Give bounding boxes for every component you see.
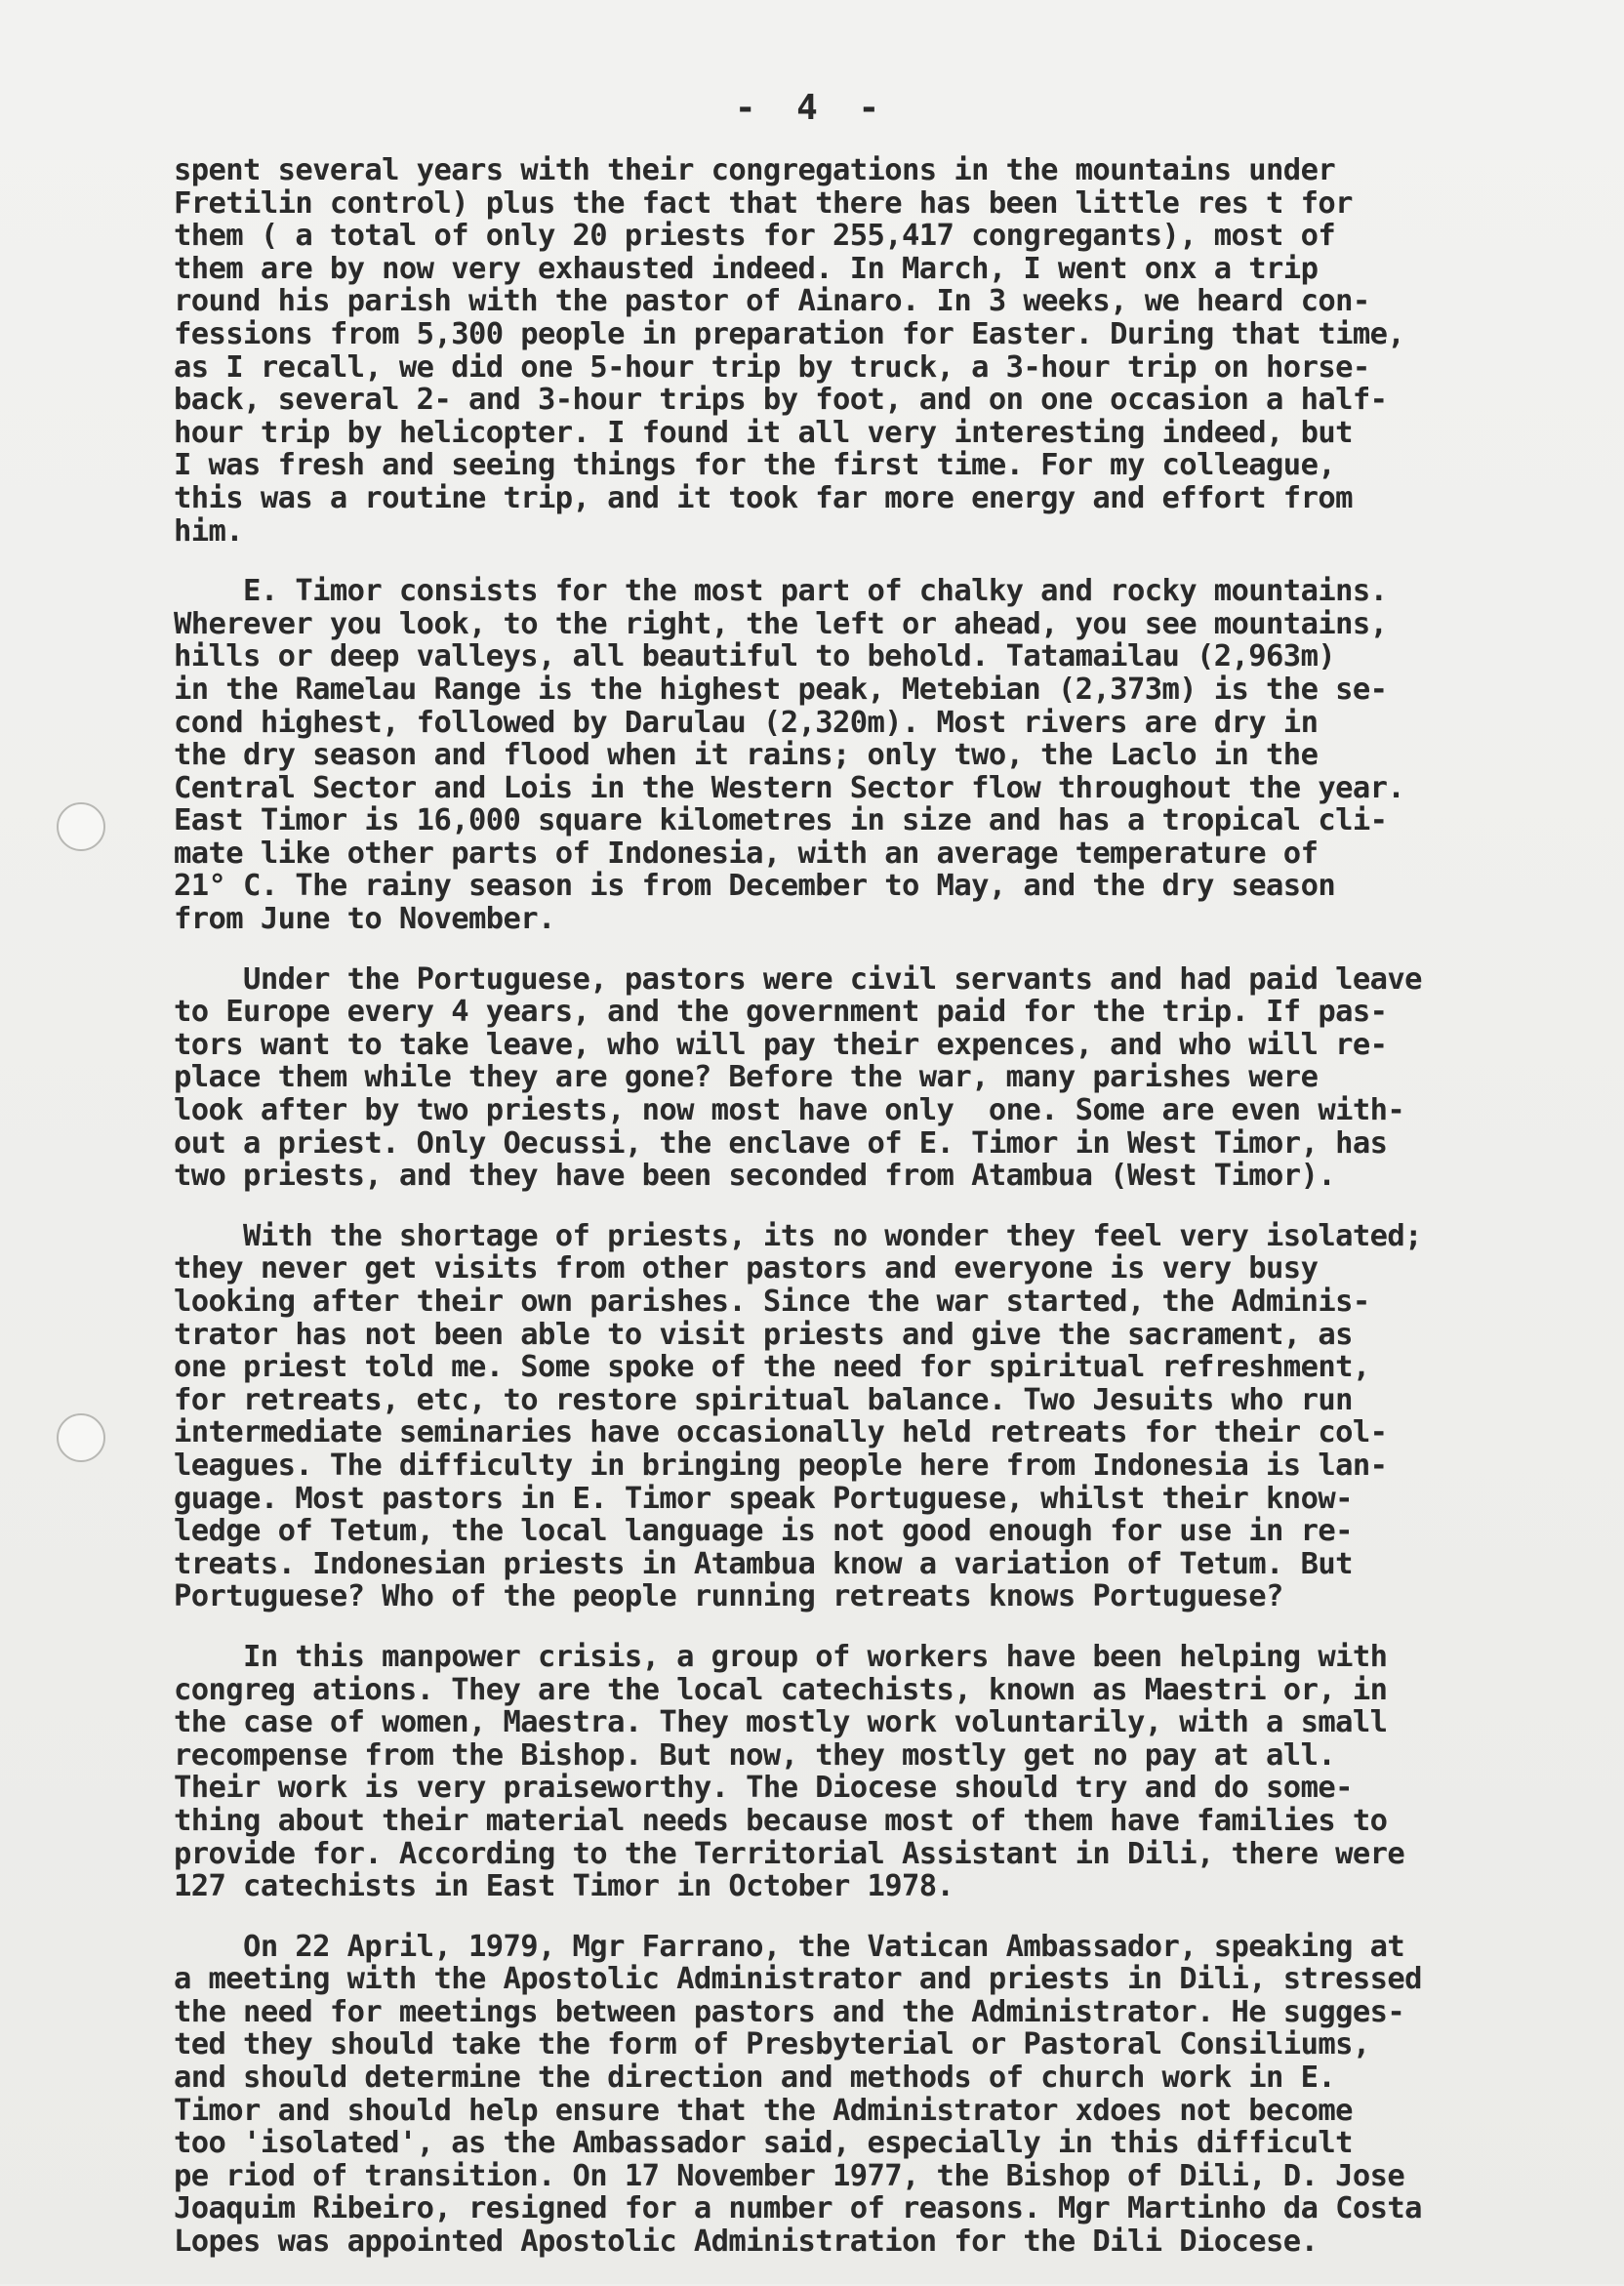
text-line: out a priest. Only Oecussi, the enclave of E. Timor in West Timor, has bbox=[174, 1125, 1388, 1161]
text-line: from June to November. bbox=[174, 902, 555, 937]
text-line: East Timor is 16,000 square kilometres in size and has a tropical cli- bbox=[174, 803, 1388, 838]
text-line: pe riod of transition. On 17 November 1977, the Bishop of Dili, D. Jose bbox=[174, 2158, 1405, 2193]
text-line: a meeting with the Apostolic Administrator and priests in Dili, stressed bbox=[174, 1962, 1422, 1997]
text-line: leagues. The difficulty in bringing people here from Indonesia is lan- bbox=[174, 1448, 1388, 1483]
paragraph bbox=[174, 1641, 1599, 1903]
paragraph bbox=[174, 1220, 1599, 1613]
paragraph bbox=[174, 963, 1599, 1193]
text-line: the dry season and flood when it rains; only two, the Laclo in the bbox=[174, 738, 1319, 773]
text-line: 21° C. The rainy season is from December to May, and the dry season bbox=[174, 869, 1336, 904]
text-line: hills or deep valleys, all beautiful to behold. Tatamailau (2,963m) bbox=[174, 639, 1336, 674]
text-line: one priest told me. Some spoke of the need for spiritual refreshment, bbox=[174, 1350, 1370, 1385]
text-line: cond highest, followed by Darulau (2,320m). Most rivers are dry in bbox=[174, 705, 1319, 740]
text-line: as I recall, we did one 5-hour trip by truck, a 3-hour trip on horse- bbox=[174, 349, 1370, 385]
text-line: recompense from the Bishop. But now, they mostly get no pay at all. bbox=[174, 1737, 1336, 1773]
punch-hole-bottom bbox=[57, 1413, 105, 1462]
text-line: mate like other parts of Indonesia, with an average temperature of bbox=[174, 836, 1319, 871]
paragraph bbox=[174, 575, 1599, 936]
text-line: In this manpower crisis, a group of workers have been helping with bbox=[174, 1639, 1388, 1674]
text-line: Timor and should help ensure that the Administrator xdoes not become bbox=[174, 2093, 1353, 2128]
text-line: them ( a total of only 20 priests for 255,417 congregants), most of bbox=[174, 219, 1336, 254]
text-line: ted they should take the form of Presbyterial or Pastoral Consiliums, bbox=[174, 2027, 1370, 2062]
text-line: the need for meetings between pastors and the Administrator. He sugges- bbox=[174, 1994, 1405, 2029]
text-line: 127 catechists in East Timor in October 1978. bbox=[174, 1869, 954, 1904]
text-line: trator has not been able to visit priests and give the sacrament, as bbox=[174, 1317, 1353, 1352]
text-line: too 'isolated', as the Ambassador said, especially in this difficult bbox=[174, 2126, 1353, 2161]
text-line: fessions from 5,300 people in preparation for Easter. During that time, bbox=[174, 316, 1405, 351]
text-line: Lopes was appointed Apostolic Administration for the Dili Diocese. bbox=[174, 2225, 1319, 2260]
text-line: guage. Most pastors in E. Timor speak Portuguese, whilst their know- bbox=[174, 1481, 1353, 1516]
text-line: Wherever you look, to the right, the left or ahead, you see mountains, bbox=[174, 606, 1388, 641]
text-line: to Europe every 4 years, and the government paid for the trip. If pas- bbox=[174, 995, 1388, 1030]
punch-hole-top bbox=[57, 802, 105, 851]
body-text bbox=[174, 154, 1599, 2286]
text-line: Portuguese? Who of the people running retreats knows Portuguese? bbox=[174, 1579, 1283, 1614]
text-line: treats. Indonesian priests in Atambua know a variation of Tetum. But bbox=[174, 1546, 1353, 1581]
text-line: two priests, and they have been seconded from Atambua (West Timor). bbox=[174, 1159, 1336, 1194]
text-line: intermediate seminaries have occasionally held retreats for their col- bbox=[174, 1415, 1388, 1450]
text-line: On 22 April, 1979, Mgr Farrano, the Vatican Ambassador, speaking at bbox=[174, 1929, 1405, 1964]
text-line: Fretilin control) plus the fact that there has been little res t for bbox=[174, 185, 1353, 221]
paragraph bbox=[174, 154, 1599, 548]
text-line: the case of women, Maestra. They mostly work voluntarily, with a small bbox=[174, 1705, 1388, 1740]
text-line: looking after their own parishes. Since the war started, the Adminis- bbox=[174, 1285, 1370, 1319]
text-line: round his parish with the pastor of Ainaro. In 3 weeks, we heard con- bbox=[174, 284, 1370, 319]
text-line: hour trip by helicopter. I found it all very interesting indeed, but bbox=[174, 415, 1353, 450]
text-line: him. bbox=[174, 513, 244, 549]
text-line: I was fresh and seeing things for the first time. For my colleague, bbox=[174, 448, 1336, 483]
page-number: - 4 - bbox=[734, 88, 890, 128]
text-line: for retreats, etc, to restore spiritual balance. Two Jesuits who run bbox=[174, 1382, 1353, 1417]
text-line: back, several 2- and 3-hour trips by foot, and on one occasion a half- bbox=[174, 383, 1388, 418]
text-line: Under the Portuguese, pastors were civil servants and had paid leave bbox=[174, 961, 1422, 997]
text-line: place them while they are gone? Before the war, many parishes were bbox=[174, 1060, 1319, 1095]
text-line: Central Sector and Lois in the Western Sector flow throughout the year. bbox=[174, 770, 1405, 805]
text-line: Joaquim Ribeiro, resigned for a number of reasons. Mgr Martinho da Costa bbox=[174, 2191, 1422, 2226]
text-line: this was a routine trip, and it took far more energy and effort from bbox=[174, 480, 1353, 515]
text-line: spent several years with their congregations in the mountains under bbox=[174, 153, 1336, 187]
text-line: in the Ramelau Range is the highest peak, Metebian (2,373m) is the se- bbox=[174, 672, 1388, 707]
text-line: congreg ations. They are the local catechists, known as Maestri or, in bbox=[174, 1672, 1388, 1707]
text-line: provide for. According to the Territorial Assistant in Dili, there were bbox=[174, 1836, 1405, 1871]
text-line: and should determine the direction and methods of church work in E. bbox=[174, 2061, 1336, 2096]
text-line: look after by two priests, now most have only one. Some are even with- bbox=[174, 1093, 1405, 1128]
text-line: tors want to take leave, who will pay their expences, and who will re- bbox=[174, 1027, 1388, 1062]
text-line: they never get visits from other pastors and everyone is very busy bbox=[174, 1251, 1319, 1286]
paragraph bbox=[174, 1931, 1599, 2259]
text-line: E. Timor consists for the most part of chalky and rocky mountains. bbox=[174, 574, 1388, 609]
text-line: With the shortage of priests, its no wonder they feel very isolated; bbox=[174, 1218, 1422, 1253]
text-line: Their work is very praiseworthy. The Diocese should try and do some- bbox=[174, 1771, 1353, 1806]
text-line: them are by now very exhausted indeed. In March, I went onx a trip bbox=[174, 251, 1319, 286]
text-line: thing about their material needs because most of them have families to bbox=[174, 1803, 1388, 1838]
text-line: ledge of Tetum, the local language is not good enough for use in re- bbox=[174, 1514, 1353, 1549]
